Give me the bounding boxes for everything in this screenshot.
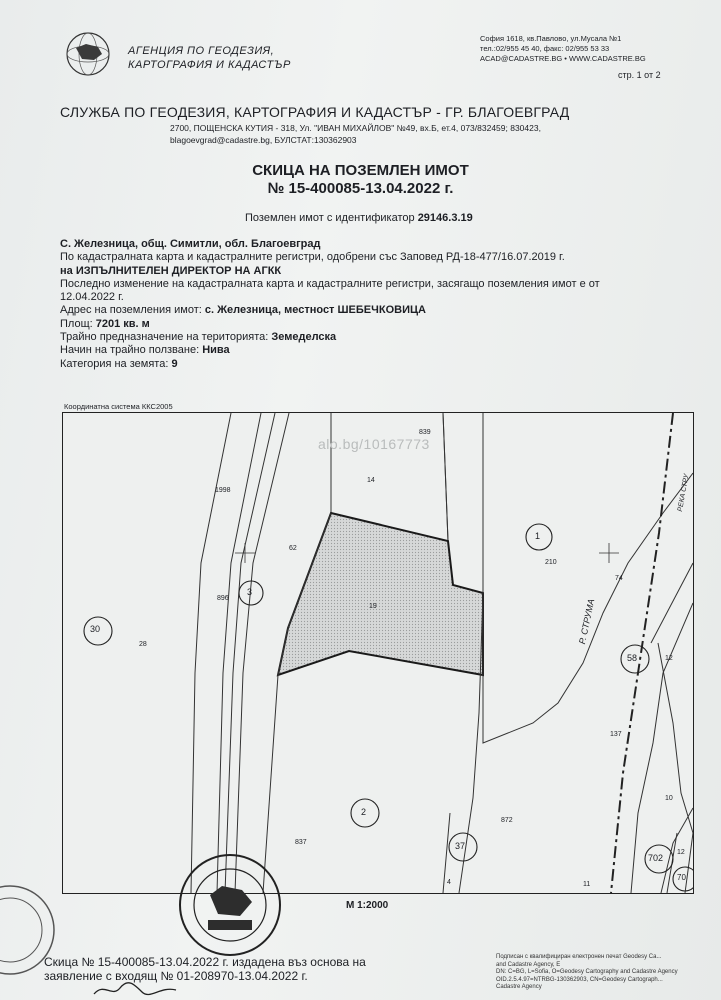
category-label: Категория на земята: xyxy=(60,357,169,370)
purpose-label: Трайно предназначение на територията: xyxy=(60,331,269,344)
watermark: alo.bg/10167773 xyxy=(318,436,430,452)
issued-line2: заявление с входящ № 01-208970-13.04.2022 г. xyxy=(44,969,308,983)
locality: С. Железница, общ. Симитли, обл. Благоевград xyxy=(60,238,321,250)
category-row xyxy=(60,358,700,371)
esign-line1: Подписан с квалифициран електронен печат Geodesy Ca... xyxy=(496,954,662,960)
category-value: 9 xyxy=(171,357,178,370)
parcel-label: 837 xyxy=(295,839,307,846)
circled-label: 3 xyxy=(247,587,253,597)
parcel-label: 74 xyxy=(615,575,623,582)
parcel-label: 19 xyxy=(369,603,377,610)
identifier-value: 29146.3.19 xyxy=(417,212,473,224)
last-change: Последно изменение на кадастралната карта и кадастралните регистри, засягащо поземления имот е от xyxy=(60,277,600,290)
circled-label: 58 xyxy=(627,653,638,663)
cadastral-map xyxy=(62,412,694,894)
office-address xyxy=(170,122,620,146)
map-scale: М 1:2000 xyxy=(346,900,389,911)
parcel-info xyxy=(60,238,700,371)
parcel-label: 14 xyxy=(367,477,375,484)
area-value: 7201 кв. м xyxy=(95,317,150,330)
use-label: Начин на трайно ползване: xyxy=(60,344,200,357)
parcel-label: 210 xyxy=(545,559,557,566)
document-title xyxy=(0,162,721,198)
circled-label: 37 xyxy=(455,841,466,851)
office-title: СЛУЖБА ПО ГЕОДЕЗИЯ, КАРТОГРАФИЯ И КАДАСТЪР - ГР. БЛАГОЕВГРАД xyxy=(60,104,570,120)
circled-label: 1 xyxy=(535,531,541,541)
purpose-row xyxy=(60,331,700,344)
basis: По кадастралната карта и кадастралните регистри, одобрени със Заповед РД-18-477/16.07.2019 г. xyxy=(60,251,565,264)
river-label: Р. СТРУМА xyxy=(577,597,597,646)
last-change-date: 12.04.2022 г. xyxy=(60,291,124,304)
circled-label: 702 xyxy=(648,853,664,863)
agency-name-line2: КАРТОГРАФИЯ И КАДАСТЪР xyxy=(128,59,291,71)
esign-line4: OID.2.5.4.97=NTRBG-130362903, CN=Geodesy Cartograph... xyxy=(496,976,663,983)
circled-label: 70 xyxy=(677,873,686,882)
identifier-label: Поземлен имот с идентификатор xyxy=(245,212,415,224)
parcel-label: 137 xyxy=(610,731,622,738)
area-row xyxy=(60,318,700,331)
issued-line1: Скица № 15-400085-13.04.2022 г. издадена въз основа на xyxy=(44,955,366,969)
parcel-label: 62 xyxy=(289,545,297,552)
cadastral-map-drawing xyxy=(63,413,693,893)
agency-contact-line2: тел.:02/955 45 40, факс: 02/955 53 33 xyxy=(480,44,610,53)
agency-contact xyxy=(480,34,690,64)
agency-contact-line3: ACAD@CADASTRE.BG • WWW.CADASTRE.BG xyxy=(480,54,646,63)
agency-name-line1: АГЕНЦИЯ ПО ГЕОДЕЗИЯ, xyxy=(128,45,275,57)
agency-logo-icon xyxy=(58,30,118,78)
esign-line2: and Cadastre Agency, E xyxy=(496,961,561,968)
grid-cross-right xyxy=(599,543,619,563)
use-row xyxy=(60,344,700,357)
office-address-line2: blagoevgrad@cadastre.bg, БУЛСТАТ:130362903 xyxy=(170,135,357,145)
parcel-label: 1998 xyxy=(215,487,231,494)
parcel-label: 4 xyxy=(447,879,451,886)
address-row xyxy=(60,304,700,317)
purpose-value: Земеделска xyxy=(271,331,337,344)
address-value: с. Железница, местност ШЕБЕЧКОВИЦА xyxy=(204,304,426,317)
river-label-edge: РЕКА СТРУ xyxy=(677,473,691,513)
issuer: на ИЗПЪЛНИТЕЛЕН ДИРЕКТОР НА АГКК xyxy=(60,264,282,277)
circled-label: 30 xyxy=(90,624,101,634)
parcel-label: 839 xyxy=(419,429,431,436)
area-label: Площ: xyxy=(60,317,93,330)
document-title-text: СКИЦА НА ПОЗЕМЛЕН ИМОТ xyxy=(252,162,469,179)
parcel-label: 10 xyxy=(665,795,673,802)
office-address-line1: 2700, ПОЩЕНСКА КУТИЯ - 318, Ул. "ИВАН МИХАЙЛОВ" №49, вх.Б, ет.4, 073/832459; 830423, xyxy=(170,123,541,133)
esign-line3: DN: C=BG, L=Sofia, O=Geodesy Cartography and Cadastre Agency xyxy=(496,969,678,975)
grid-cross-left xyxy=(235,543,255,563)
document-number: № 15-400085-13.04.2022 г. xyxy=(267,180,454,197)
parcel-label: 12 xyxy=(665,655,673,662)
parcel-label: 872 xyxy=(501,817,513,824)
agency-contact-line1: София 1618, кв.Павлово, ул.Мусала №1 xyxy=(480,34,622,43)
signature-icon xyxy=(90,978,180,1000)
electronic-signature xyxy=(496,954,706,992)
parcel-label: 11 xyxy=(583,881,591,888)
parcel-identifier xyxy=(245,212,473,224)
esign-line5: Cadastre Agency xyxy=(496,984,542,990)
coordinate-system: Координатна система ККС2005 xyxy=(64,402,173,411)
use-value: Нива xyxy=(202,344,230,357)
address-label: Адрес на поземления имот: xyxy=(60,304,202,317)
agency-name xyxy=(128,44,291,72)
parcel-label: 28 xyxy=(139,641,147,648)
page-number: стр. 1 от 2 xyxy=(618,70,661,80)
office-stamp-icon xyxy=(160,850,300,960)
parcel-label: 896 xyxy=(217,595,229,602)
circled-label: 2 xyxy=(361,807,367,817)
parcel-label: 12 xyxy=(677,849,685,856)
